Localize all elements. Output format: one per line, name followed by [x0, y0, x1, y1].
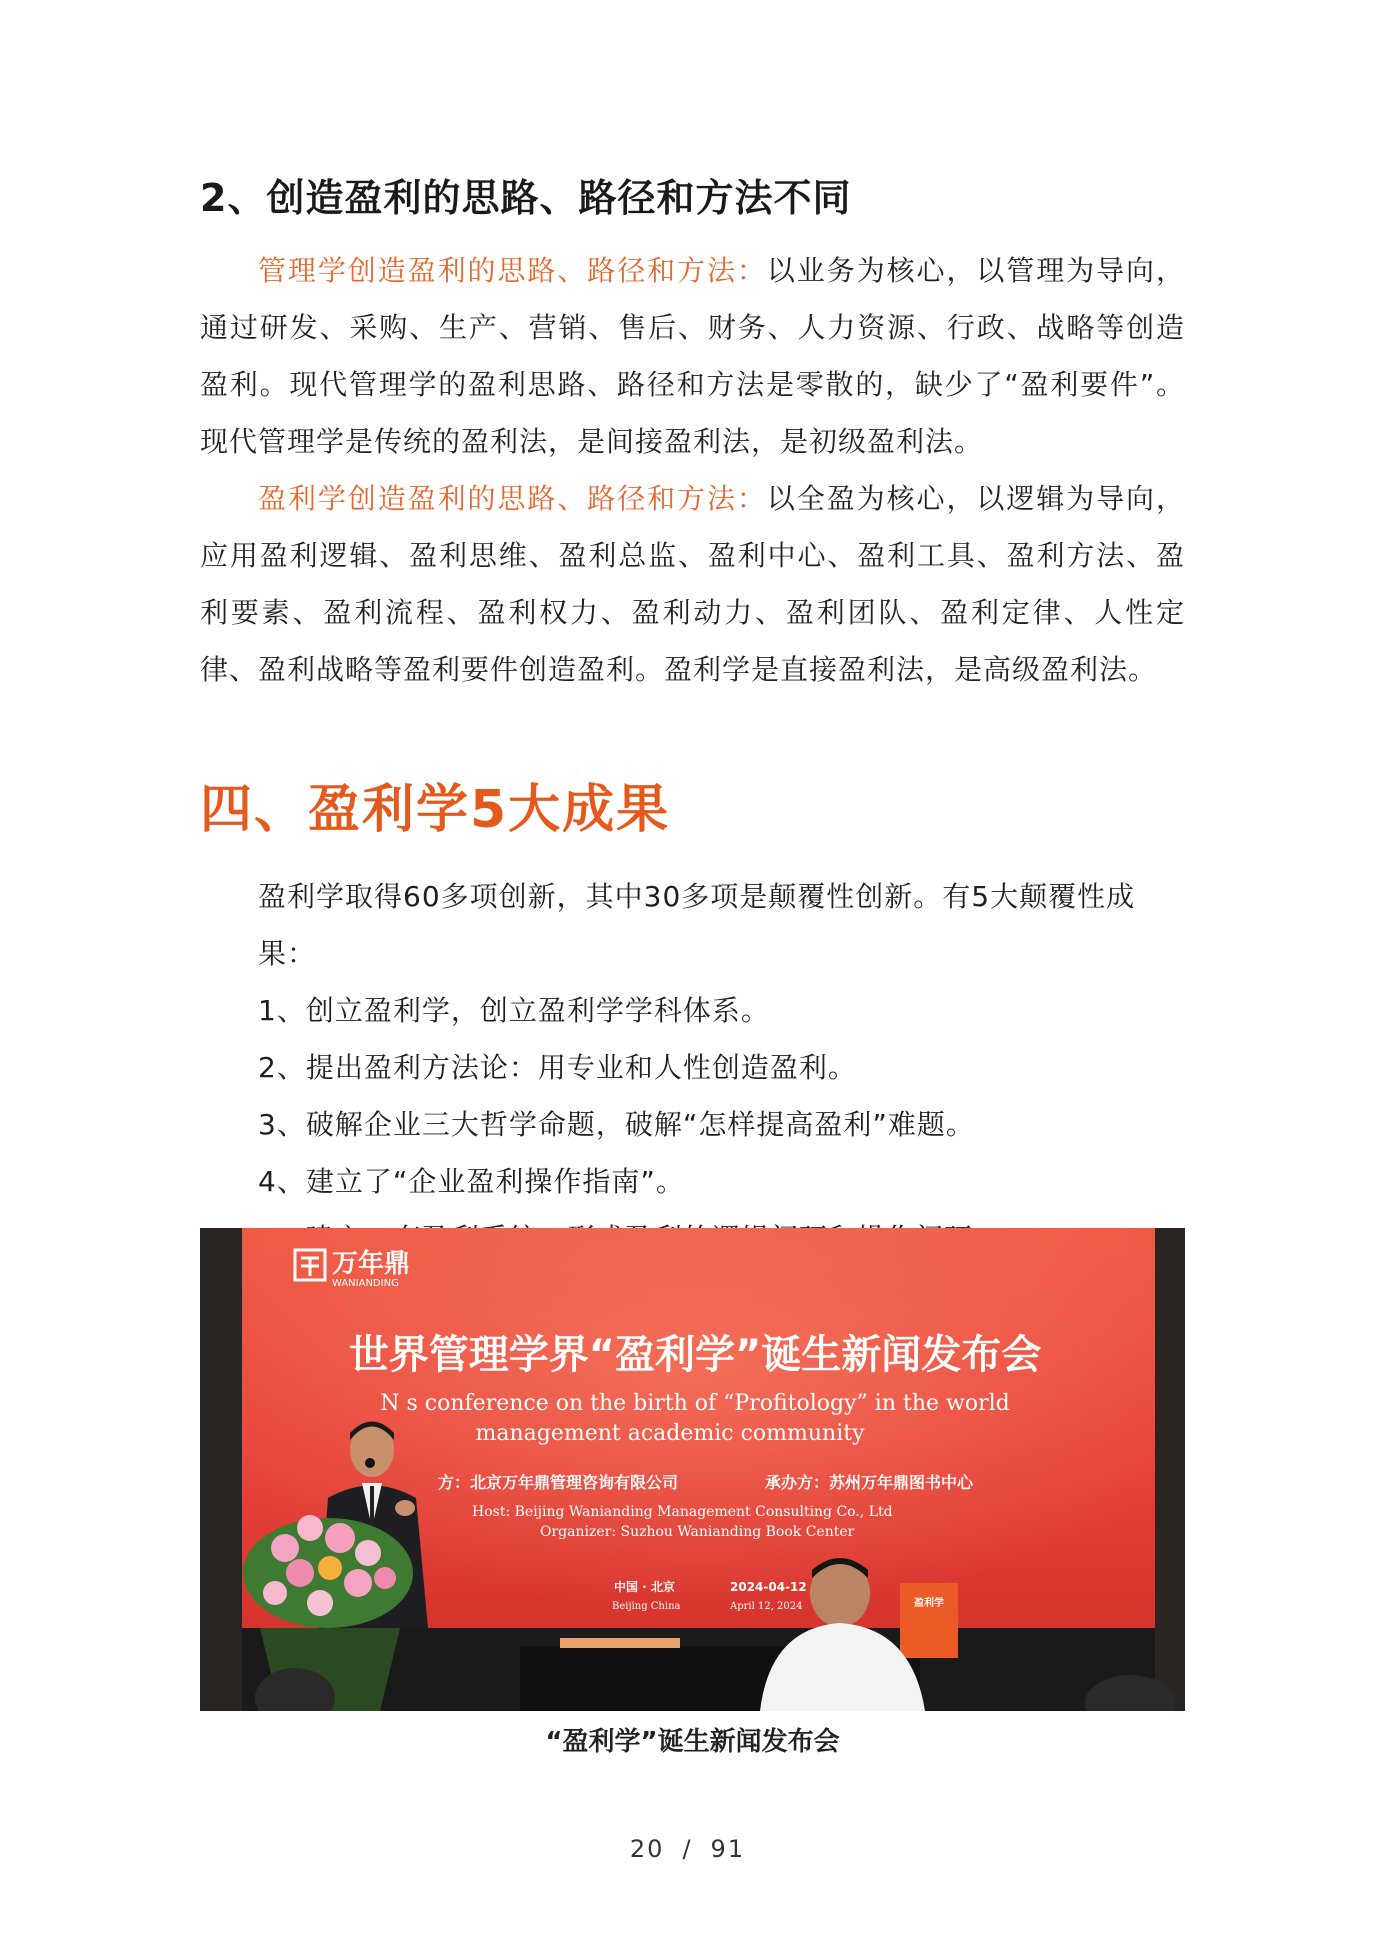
logo-text-cn: 万年鼎: [332, 1249, 411, 1279]
section-heading: 四、盈利学5大成果: [200, 780, 671, 840]
book-display: [900, 1583, 958, 1658]
place-en: Beijing China: [612, 1601, 681, 1612]
list-item: 4、建立了“企业盈利操作指南”。: [258, 1165, 685, 1198]
section-intro: 盈利学取得60多项创新，其中30多项是颠覆性创新。有5大颠覆性成果：: [258, 880, 1136, 970]
paragraph-text: 以业务为核心，以管理为导向，通过研发、采购、生产、营销、售后、财务、人力资源、行政、战略等创造盈利。现代管理学的盈利思路、路径和方法是零散的，缺少了“盈利要件”。现代管理学是传统的盈利法，是间接盈利法，是初级盈利法。: [200, 254, 1185, 458]
page-separator: /: [682, 1835, 693, 1863]
paragraph-profitology: [200, 470, 1185, 698]
date-en: April 12, 2024: [730, 1601, 803, 1612]
date-num: 2024-04-12: [730, 1580, 807, 1594]
press-conference-photo: [200, 1228, 1185, 1711]
logo-text-en: WANIANDING: [332, 1278, 399, 1289]
banner-subtitle-line1: N s conference on the birth of “Profitology” in the world: [380, 1391, 1010, 1416]
list-item: 3、破解企业三大哲学命题，破解“怎样提高盈利”难题。: [258, 1108, 975, 1141]
current-page: 20: [629, 1835, 665, 1863]
photo-caption: “盈利学”诞生新闻发布会: [545, 1727, 840, 1757]
banner-title: 世界管理学界“盈利学”诞生新闻发布会: [348, 1332, 1042, 1378]
paragraph-management: [200, 242, 1185, 470]
organizer-cn: 承办方：苏州万年鼎图书中心: [765, 1473, 974, 1492]
host-en: Host: Beijing Wanianding Management Consulting Co., Ltd: [472, 1504, 893, 1520]
book-title: 盈利学: [914, 1598, 944, 1609]
list-item: 2、提出盈利方法论：用专业和人性创造盈利。: [258, 1051, 857, 1084]
total-pages: 91: [710, 1835, 746, 1863]
paragraph-text: 以全盈为核心，以逻辑为导向，应用盈利逻辑、盈利思维、盈利总监、盈利中心、盈利工具、盈利方法、盈利要素、盈利流程、盈利权力、盈利动力、盈利团队、盈利定律、人性定律、盈利战略等盈利要件创造盈利。盈利学是直接盈利法，是高级盈利法。: [200, 482, 1185, 686]
right-pillar: [1155, 1228, 1185, 1711]
subsection-heading: 2、创造盈利的思路、路径和方法不同: [200, 176, 852, 220]
banner-subtitle-line2: management academic community: [475, 1421, 865, 1446]
paragraph-lead: 盈利学创造盈利的思路、路径和方法：: [258, 482, 767, 515]
photo-illustration: [200, 1228, 1185, 1711]
host-cn: 方：北京万年鼎管理咨询有限公司: [438, 1473, 679, 1492]
left-pillar: [200, 1228, 242, 1711]
place-cn: 中国 · 北京: [614, 1580, 675, 1594]
text-content: [200, 170, 1185, 1267]
paragraph-lead: 管理学创造盈利的思路、路径和方法：: [258, 254, 767, 287]
achievement-list: [200, 982, 1185, 1267]
list-item: 1、创立盈利学，创立盈利学学科体系。: [258, 994, 770, 1027]
page-number: [0, 1835, 1375, 1863]
organizer-en: Organizer: Suzhou Wanianding Book Center: [540, 1524, 855, 1540]
